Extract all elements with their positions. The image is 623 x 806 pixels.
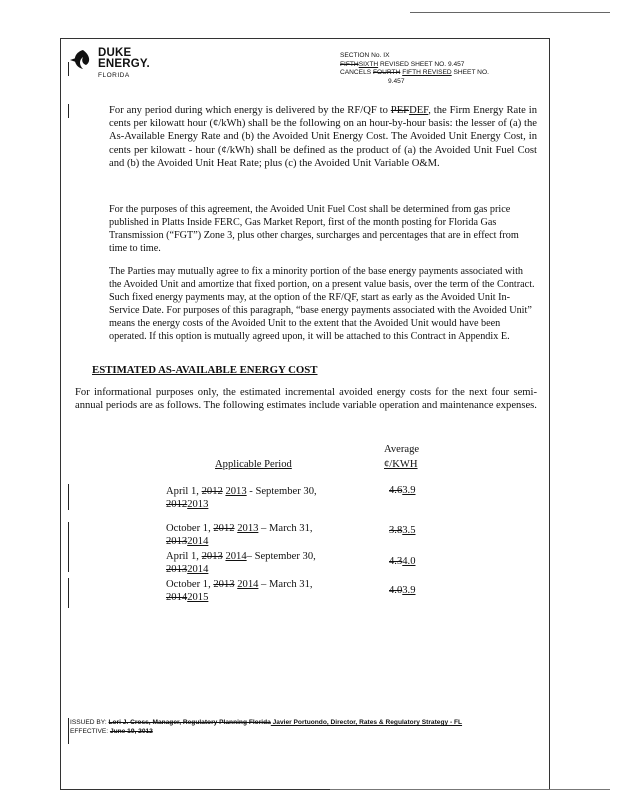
period-start: October 1, (166, 579, 214, 590)
duke-energy-flame-icon (70, 48, 96, 72)
period-end: – March 31, (258, 523, 313, 534)
section-heading: ESTIMATED AS-AVAILABLE ENERGY COST (92, 364, 318, 376)
revision-bar (68, 62, 69, 76)
column-header-unit: ¢/KWH (384, 459, 418, 470)
logo-text-florida: FLORIDA (98, 72, 130, 79)
effective-label: EFFECTIVE: (70, 727, 110, 735)
table-row (166, 550, 351, 576)
end-year-old: 2012 (166, 499, 188, 510)
end-year-old: 2013 (166, 564, 188, 575)
revision-bar (68, 578, 69, 608)
sheet-new: SIXTH (358, 60, 379, 68)
end-year-old: 2013 (166, 536, 188, 547)
period-end: – September 30, (246, 551, 316, 562)
end-year-old: 2014 (166, 592, 188, 603)
effective-line (70, 728, 540, 737)
table-row (166, 485, 351, 511)
table-row (166, 522, 351, 548)
issued-label: ISSUED BY: (70, 719, 109, 726)
paragraph-informational: For informational purposes only, the estimated incremental avoided energy costs for the next four semi-annual periods are as follows. The following estimates include variable operation and maintenance expenses. (75, 387, 537, 412)
cancels-new: FIFTH REVISED (402, 69, 452, 77)
cancels-number: 9.457 (388, 77, 405, 85)
issued-new: Javier Portuondo, Director, Rates & Regulatory Strategy - FL (270, 719, 463, 726)
duke-energy-logo (66, 46, 166, 86)
year-new: 2013 (225, 486, 247, 497)
rate-old: 4.3 (389, 556, 403, 567)
logo-text-energy: ENERGY. (98, 58, 150, 70)
sheet-info (340, 52, 489, 86)
year-new: 2014 (225, 551, 247, 562)
p1-new: DEF (409, 105, 429, 116)
p1-old: PEF (390, 105, 410, 116)
rate-value (389, 585, 416, 596)
issued-by-line (70, 719, 540, 728)
cancels-label: CANCELS (340, 69, 373, 77)
rate-value (389, 556, 416, 567)
rate-value (389, 485, 416, 496)
rate-new: 4.0 (402, 556, 416, 567)
column-header-average: Average (384, 444, 420, 455)
period-start: April 1, (166, 551, 202, 562)
table-row (166, 578, 351, 604)
p1-text-a: For any period during which energy is delivered by the RF/QF to (109, 105, 391, 116)
paragraph-fixed-payments: The Parties may mutually agree to fix a minority portion of the base energy payments associated with the Avoided Unit and amortize that fixed portion, on a present value basis, over the term of the Contract. Such fixed energy payments may, at the option of the RF/QF, start as early as the Avoided Unit In-Service Date. For purposes of this paragraph, “base energy payments associated with the Avoided Unit” means the energy costs of the Avoided Unit to the extent that the Avoided Unit would have been operated. If this option is mutually agreed upon, it will be attached to this Contract in Appendix E. (109, 266, 535, 343)
cancels-rest: SHEET NO. (451, 69, 489, 77)
cancels-line (340, 69, 489, 78)
period-start: October 1, (166, 523, 214, 534)
revision-bar (68, 104, 69, 118)
year-old: 2012 (213, 523, 235, 534)
sheet-rest: REVISED SHEET NO. 9.457 (378, 60, 465, 68)
end-year-new: 2013 (187, 499, 209, 510)
effective-old: June 19, 2012 (109, 727, 153, 735)
year-new: 2013 (237, 523, 259, 534)
rate-new: 3.5 (402, 525, 416, 536)
year-old: 2013 (213, 579, 235, 590)
end-year-new: 2014 (187, 536, 209, 547)
revision-bar (68, 718, 69, 744)
rate-old: 4.0 (389, 585, 403, 596)
year-old: 2012 (201, 486, 223, 497)
revised-sheet-line (340, 61, 489, 70)
period-start: April 1, (166, 486, 202, 497)
cancels-old: FOURTH (372, 69, 401, 77)
year-old: 2013 (201, 551, 223, 562)
rate-old: 4.6 (389, 485, 403, 496)
rate-value (389, 525, 416, 536)
period-end: - September 30, (246, 486, 317, 497)
footer (70, 719, 540, 736)
rate-new: 3.9 (402, 485, 416, 496)
end-year-new: 2015 (187, 592, 209, 603)
end-year-new: 2014 (187, 564, 209, 575)
bottom-rule (330, 789, 610, 790)
logo-text-duke: DUKE (98, 47, 132, 59)
section-number: SECTION No. IX (340, 52, 390, 59)
revision-bar (68, 484, 69, 510)
sheet-old: FIFTH (340, 60, 359, 68)
rate-new: 3.9 (402, 585, 416, 596)
column-header-period: Applicable Period (215, 459, 292, 470)
p1-text-b: , the Firm Energy Rate in cents per kilowatt hour (¢/kWh) shall be the following on an hour-by-hour basis: the lesser of (a) the As-Available Energy Rate and (b) the Avoided Unit Energy Cost. The Avoided Unit Energy Cost, in cents per kilowatt - hour (¢/kWh) shall be defined as the product of (a) the Avoided Unit Fuel Cost and (b) the Avoided Unit Heat Rate; plus (c) the Avoided Unit Variable O&M. (109, 105, 537, 169)
year-new: 2014 (237, 579, 259, 590)
paragraph-fuel-cost: For the purposes of this agreement, the Avoided Unit Fuel Cost shall be determined from gas price published in Platts Inside FERC, Gas Market Report, first of the month posting for Florida Gas Transmission (“FGT”) Zone 3, plus other charges, surcharges and percentages that are in effect from time to time. (109, 204, 519, 255)
issued-old: Lori J. Cross, Manager, Regulatory Planning Florida (108, 719, 271, 726)
paragraph-firm-energy-rate (109, 104, 537, 170)
rate-old: 3.8 (389, 525, 403, 536)
period-end: – March 31, (258, 579, 313, 590)
top-rule (410, 12, 610, 13)
revision-bar (68, 522, 69, 572)
